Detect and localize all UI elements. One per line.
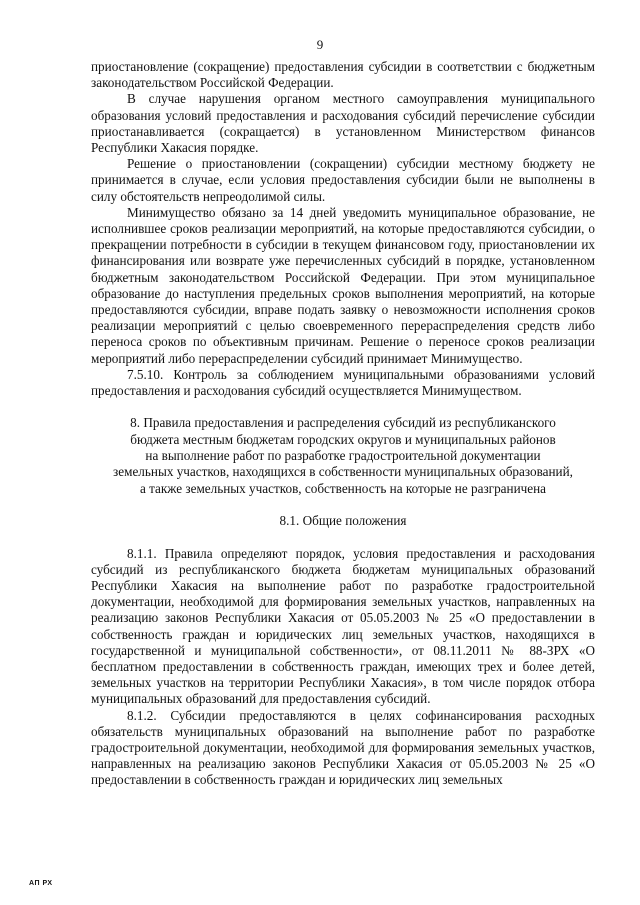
section-heading-line: бюджета местным бюджетам городских округов и муниципальных районов bbox=[130, 431, 556, 447]
section-heading-line: 8. Правила предоставления и распределения субсидий из республиканского bbox=[130, 415, 556, 431]
paragraph: приостановление (сокращение) предоставления субсидии в соответствии с бюджетным законодательством Российской Федерации. bbox=[91, 59, 595, 91]
document-body bbox=[91, 59, 595, 789]
paragraph: 8.1.1. Правила определяют порядок, условия предоставления и расходования субсидий из республиканского бюджета бюджетам муниципальных образований Республики Хакасия на выполнение работ по разработке градостроительной документации, необходимой для формирования земельных участков, направленных на реализацию законов Республики Хакасия от 05.05.2003 № 25 «О предоставлении в собственность граждан и юридических лиц земельных участков, находящихся в государственной и муниципальной собственности», от 08.11.2011 № 88-ЗРХ «О бесплатном предоставлении в собственность граждан, имеющих трех и более детей, земельных участков на территории Республики Хакасия», в том числе порядок отбора муниципальных образований для предоставления субсидий. bbox=[91, 545, 595, 707]
paragraph: В случае нарушения органом местного самоуправления муниципального образования условий предоставления и расходования субсидий перечисление субсидии приостанавливается (сокращается) в установленном Министерством финансов Республики Хакасия порядке. bbox=[91, 91, 595, 156]
section-heading bbox=[91, 415, 595, 497]
section-heading-line: на выполнение работ по разработке градостроительной документации bbox=[145, 448, 541, 464]
paragraph: 7.5.10. Контроль за соблюдением муниципальными образованиями условий предоставления и расходования субсидий осуществляется Минимуществом. bbox=[91, 366, 595, 399]
paragraph: 8.1.2. Субсидии предоставляются в целях софинансирования расходных обязательств муниципальных образований на выполнение работ по разработке градостроительной документации, необходимой для формирования земельных участков, направленных на реализацию законов Республики Хакасия от 05.05.2003 № 25 «О предоставлении в собственность граждан и юридических лиц земельных bbox=[91, 707, 595, 788]
page-number: 9 bbox=[316, 37, 324, 52]
footer-mark: АП РХ bbox=[29, 880, 53, 887]
section-heading-line: а также земельных участков, собственность на которые не разграничена bbox=[139, 480, 547, 496]
subsection-heading: 8.1. Общие положения bbox=[279, 513, 407, 529]
section-heading-line: земельных участков, находящихся в собственности муниципальных образований, bbox=[113, 464, 573, 480]
paragraph: Решение о приостановлении (сокращении) субсидии местному бюджету не принимается в случае, если условия предоставления субсидии были не выполнены в силу обстоятельств непреодолимой силы. bbox=[91, 156, 595, 204]
bottom-paragraphs bbox=[91, 546, 595, 789]
top-paragraphs bbox=[91, 59, 595, 399]
paragraph: Минимущество обязано за 14 дней уведомить муниципальное образование, не исполнившее сроков реализации мероприятий, на которые предоставляются субсидии, о прекращении потребности в субсидии в текущем финансовом году, приостановлении их финансирования или возврате уже перечисленных субсидий в порядке, установленном бюджетным законодательством Российской Федерации. При этом муниципальное образование до наступления предельных сроков выполнения мероприятий, на которые предоставляются субсидии, вправе подать заявку о невозможности исполнения сроков реализации мероприятий с целью своевременного перераспределения средств либо переноса сроков по объективным причинам. Решение о переносе сроков реализации мероприятий либо перераспределении субсидий принимает Минимущество. bbox=[91, 204, 595, 366]
